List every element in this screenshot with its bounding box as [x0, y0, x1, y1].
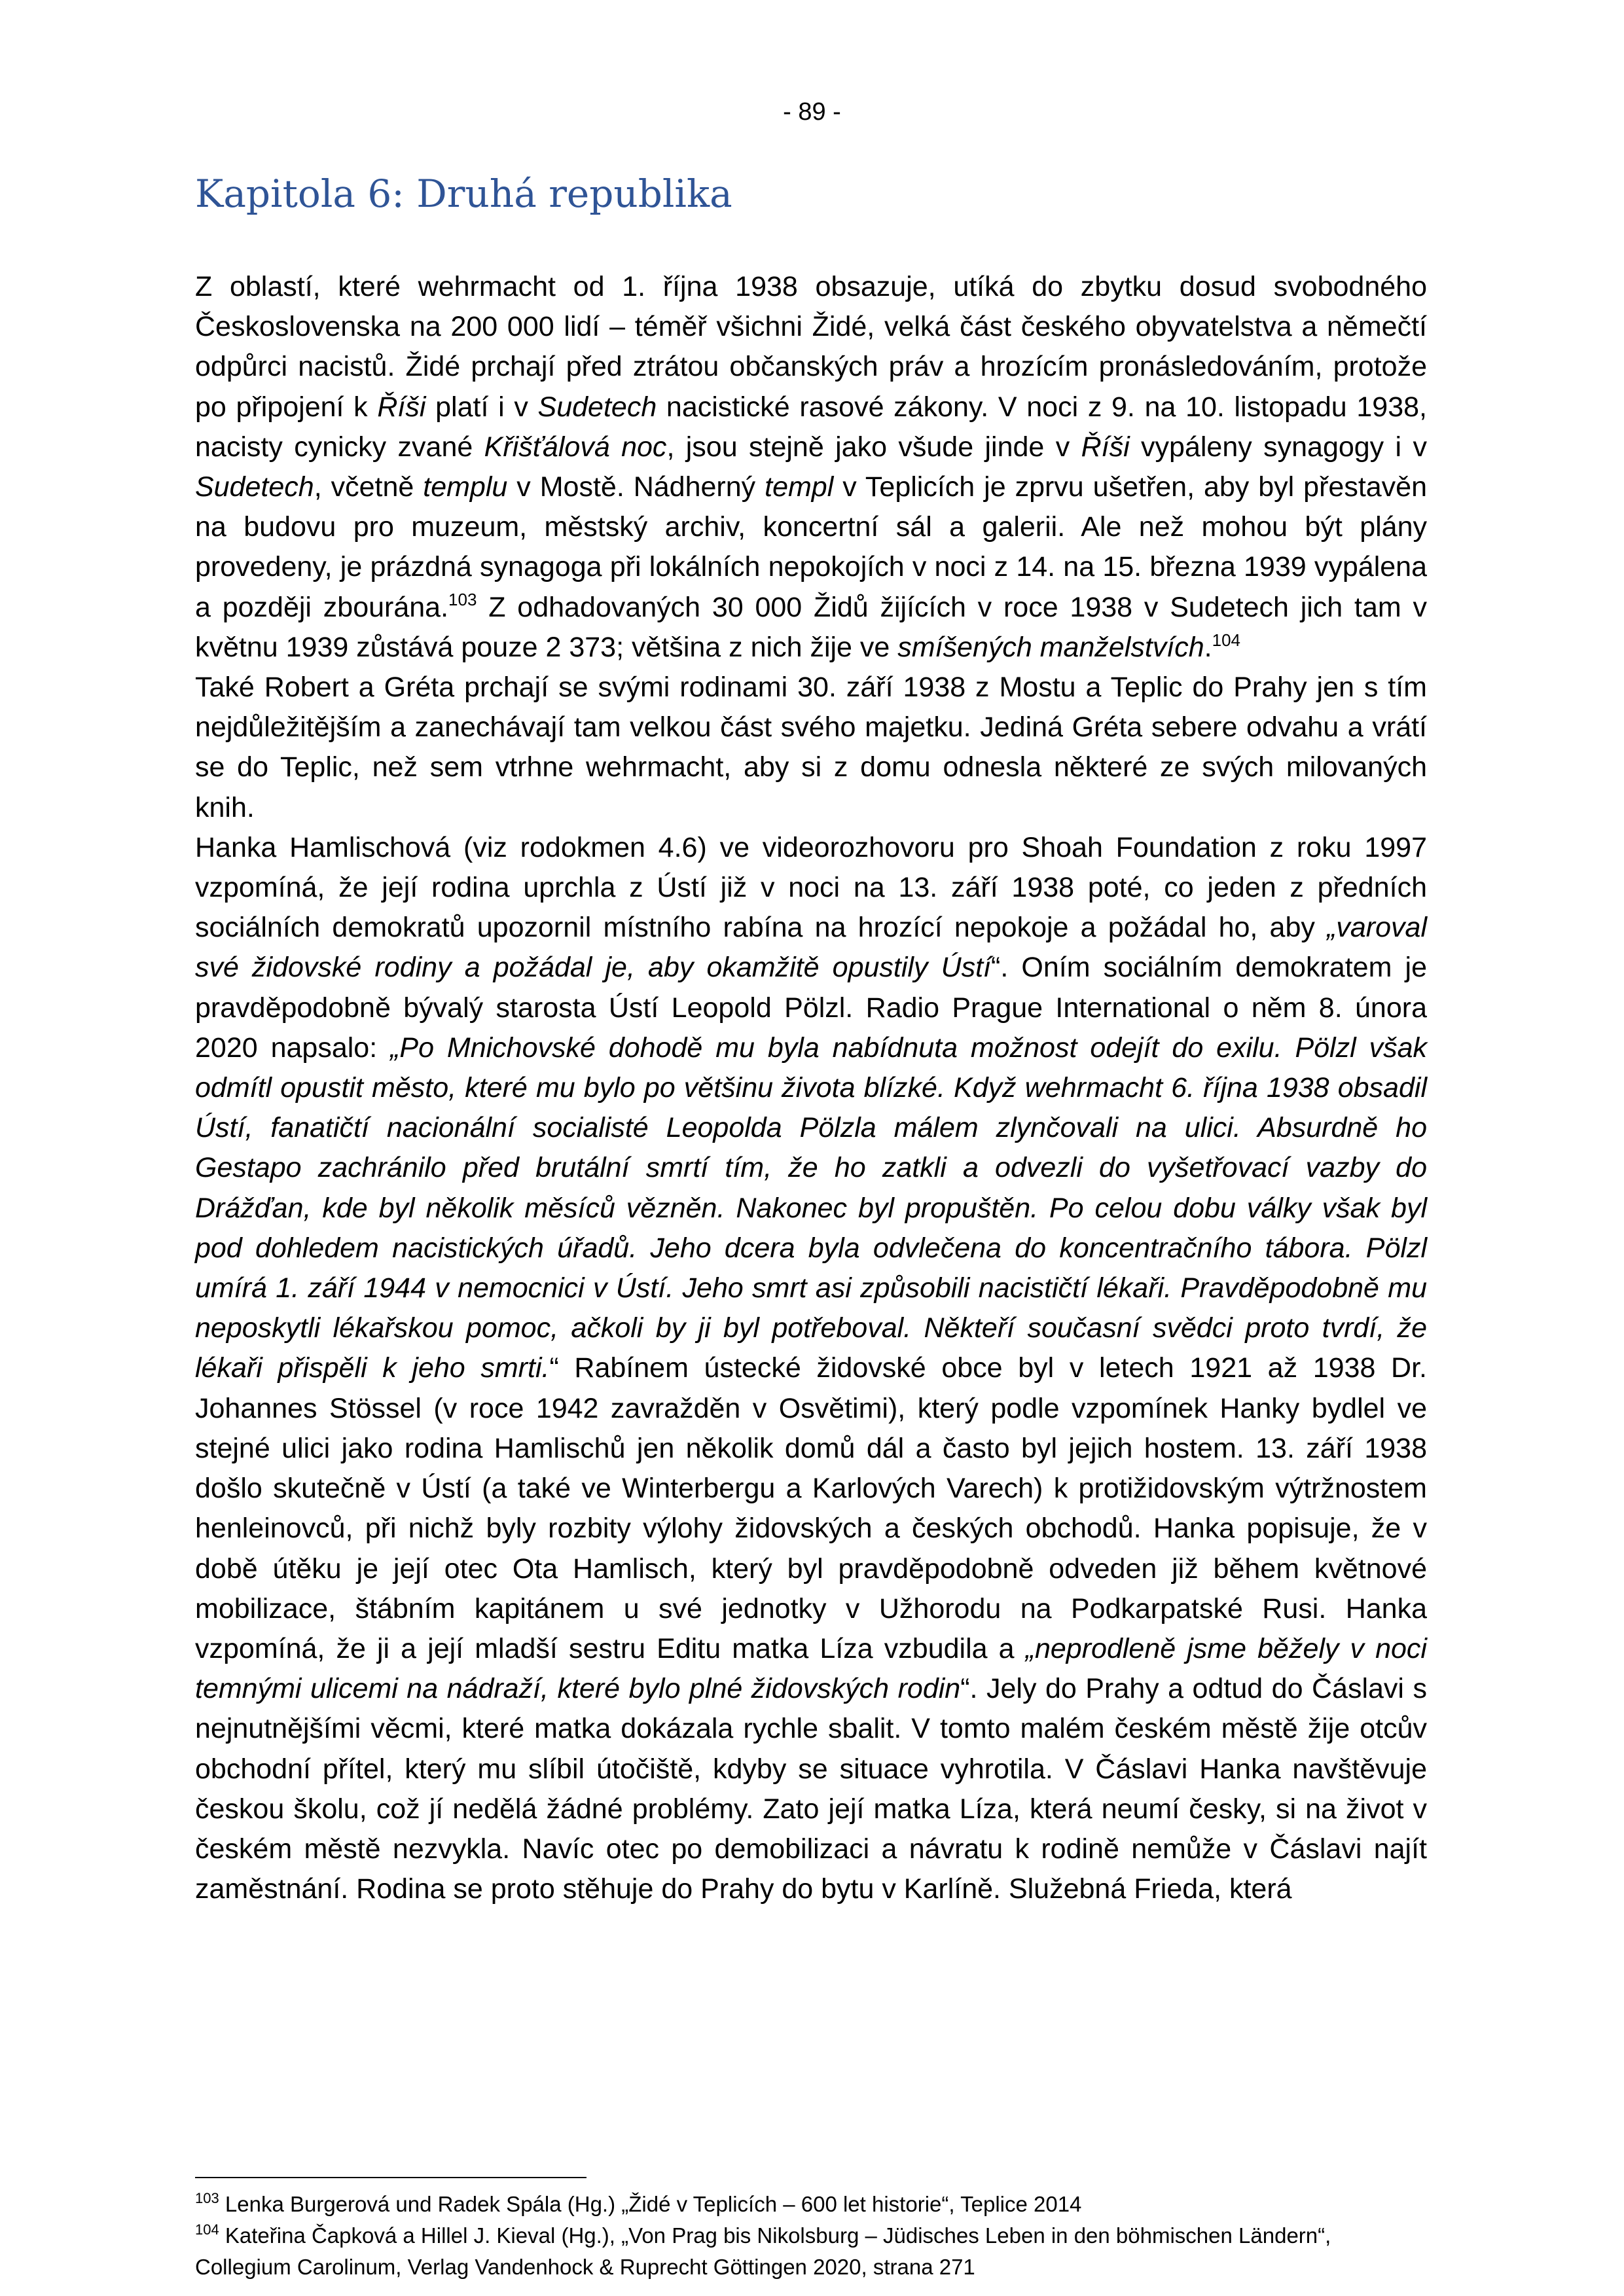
text-run: „Po Mnichovské dohodě mu byla nabídnuta možnost odejít do exilu. Pölzl však odmítl opustit město, které mu bylo po většinu života blízké. Když wehrmacht 6. října 1938 obsadil Ústí, fanatičtí nacionální socialisté Leopolda Pölzla málem zlynčovali na ulici. Absurdně ho Gestapo zachránilo před brutální smrtí tím, že ho zatkli a odvezli do vyšetřovací vazby do Drážďan, kde byl několik měsíců vězněn. Nakonec byl propuštěn. Po celou dobu války však byl pod dohledem nacistických úřadů. Jeho dcera byla odvlečena do koncentračního tábora. Pölzl umírá 1. září 1944 v nemocnici v Ústí. Jeho smrt asi způsobili nacističtí lékaři. Pravděpodobně mu neposkytli lékařskou pomoc, ačkoli by ji byl potřeboval. Někteří současní svědci proto tvrdí, že lékaři přispěli k jeho smrti.	[195, 1031, 1427, 1384]
text-run: Z oblastí, které wehrmacht od 1. října 1938 obsazuje, utíká do zbytku dosud svobodného Československa na 200 000 lidí – téměř všichni Židé, velká část českého obyvatelstva a němečtí odpůrci nacistů. Židé prchají před ztrátou občanských práv a hrozícím pronásledováním, protože po připojení k	[195, 271, 1427, 423]
text-run: vypáleny synagogy i v	[1129, 431, 1427, 463]
footnote-reference: 104	[1212, 630, 1241, 650]
text-run: Křišťálová noc	[484, 431, 667, 463]
text-run: , včetně	[314, 471, 424, 503]
footnote	[195, 2220, 1427, 2283]
paragraph	[195, 828, 1427, 1909]
text-run: Z odhadovaných 30 000 Židů žijících v roce 1938 v Sudetech jich tam v květnu 1939 zůstává pouze 2 373; většina z nich žije ve	[195, 591, 1427, 663]
text-run: “ Rabínem ústecké židovské obce byl v letech 1921 až 1938 Dr. Johannes Stössel (v roce 1942 zavražděn v Osvětimi), který podle vzpomínek Hanky bydlel ve stejné ulici jako rodina Hamlischů jen několik domů dál a často byl jejich hostem. 13. září 1938 došlo skutečně v Ústí (a také ve Winterbergu a Karlových Varech) k protižidovským výtržnostem henleinovců, při nichž byly rozbity výlohy židovských a českých obchodů. Hanka popisuje, že v době útěku je její otec Ota Hamlisch, který byl pravděpodobně odveden již během květnové mobilizace, štábním kapitánem u své jednotky v Užhorodu na Podkarpatské Rusi. Hanka vzpomíná, že ji a její mladší sestru Editu matka Líza vzbudila a	[195, 1352, 1427, 1664]
footnote-separator	[195, 2177, 586, 2178]
text-run: , jsou stejně jako všude jinde v	[666, 431, 1081, 463]
text-run: Sudetech	[195, 471, 314, 503]
text-run: “. Oním sociálním demokratem je pravděpodobně bývalý starosta Ústí Leopold Pölzl. Radio Prague International o něm 8. února 2020 napsalo:	[195, 952, 1427, 1064]
paragraph	[195, 267, 1427, 668]
text-run: platí i v	[425, 391, 538, 423]
paragraph	[195, 668, 1427, 828]
text-run: „neprodleně jsme běžely v noci temnými ulicemi na nádraží, které bylo plné židovských rodin	[195, 1632, 1427, 1705]
text-run: v Mostě. Nádherný	[507, 471, 765, 503]
footnote-number: 104	[195, 2221, 219, 2238]
body-text	[195, 267, 1427, 1909]
footnotes	[195, 2189, 1427, 2283]
chapter-title: Kapitola 6: Druhá republika	[195, 171, 732, 216]
text-run: templ	[765, 471, 834, 503]
footnote	[195, 2189, 1427, 2220]
text-run: templu	[423, 471, 508, 503]
text-run: Také Robert a Gréta prchají se svými rodinami 30. září 1938 z Mostu a Teplic do Prahy jen s tím nejdůležitějším a zanechávají tam velkou část svého majetku. Jediná Gréta sebere odvahu a vrátí se do Teplic, než sem vtrhne wehrmacht, aby si z domu odnesla některé ze svých milovaných knih.	[195, 672, 1427, 823]
text-run: „varoval své židovské rodiny a požádal je, aby okamžitě opustily Ústí	[195, 912, 1427, 984]
text-run: Sudetech	[537, 391, 657, 423]
text-run: .	[1204, 631, 1212, 663]
text-run: Říši	[377, 391, 426, 423]
text-run: smíšených manželstvích	[897, 631, 1204, 663]
footnote-reference: 103	[448, 590, 477, 610]
footnote-number: 103	[195, 2190, 219, 2206]
text-run: nacistické rasové zákony. V noci z 9. na 10. listopadu 1938, nacisty cynicky zvané	[195, 391, 1427, 463]
text-run: “. Jely do Prahy a odtud do Čáslavi s nejnutnějšími věcmi, které matka dokázala rychle sbalit. V tomto malém českém městě žije otcův obchodní přítel, který mu slíbil útočiště, kdyby se situace vyhrotila. V Čáslavi Hanka navštěvuje českou školu, což jí nedělá žádné problémy. Zato její matka Líza, která neumí česky, si na život v českém městě nezvykla. Navíc otec po demobilizaci a návratu k rodině nemůže v Čáslavi najít zaměstnání. Rodina se proto stěhuje do Prahy do bytu v Karlíně. Služebná Frieda, která	[195, 1673, 1427, 1905]
page-number: - 89 -	[783, 98, 841, 126]
text-run: v Teplicích je zprvu ušetřen, aby byl přestavěn na budovu pro muzeum, městský archiv, koncertní sál a galerii. Ale než mohou být plány provedeny, je prázdná synagoga při lokálních nepokojích v noci z 14. na 15. března 1939 vypálena a později zbourána.	[195, 471, 1428, 623]
text-run: Hanka Hamlischová (viz rodokmen 4.6) ve videorozhovoru pro Shoah Foundation z roku 1997 vzpomíná, že její rodina uprchla z Ústí již v noci na 13. září 1938 poté, co jeden z předních sociálních demokratů upozornil místního rabína na hrozící nepokoje a požádal ho, aby	[195, 831, 1427, 944]
footnote-text: Kateřina Čapková a Hillel J. Kieval (Hg.), „Von Prag bis Nikolsburg – Jüdisches Leben in den böhmischen Ländern“, Collegium Carolinum, Verlag Vandenhock & Ruprecht Göttingen 2020, strana 271	[195, 2223, 1331, 2279]
text-run: Říši	[1081, 431, 1130, 463]
footnote-text: Lenka Burgerová und Radek Spála (Hg.) „Židé v Teplicích – 600 let historie“, Teplice 2014	[219, 2192, 1082, 2216]
